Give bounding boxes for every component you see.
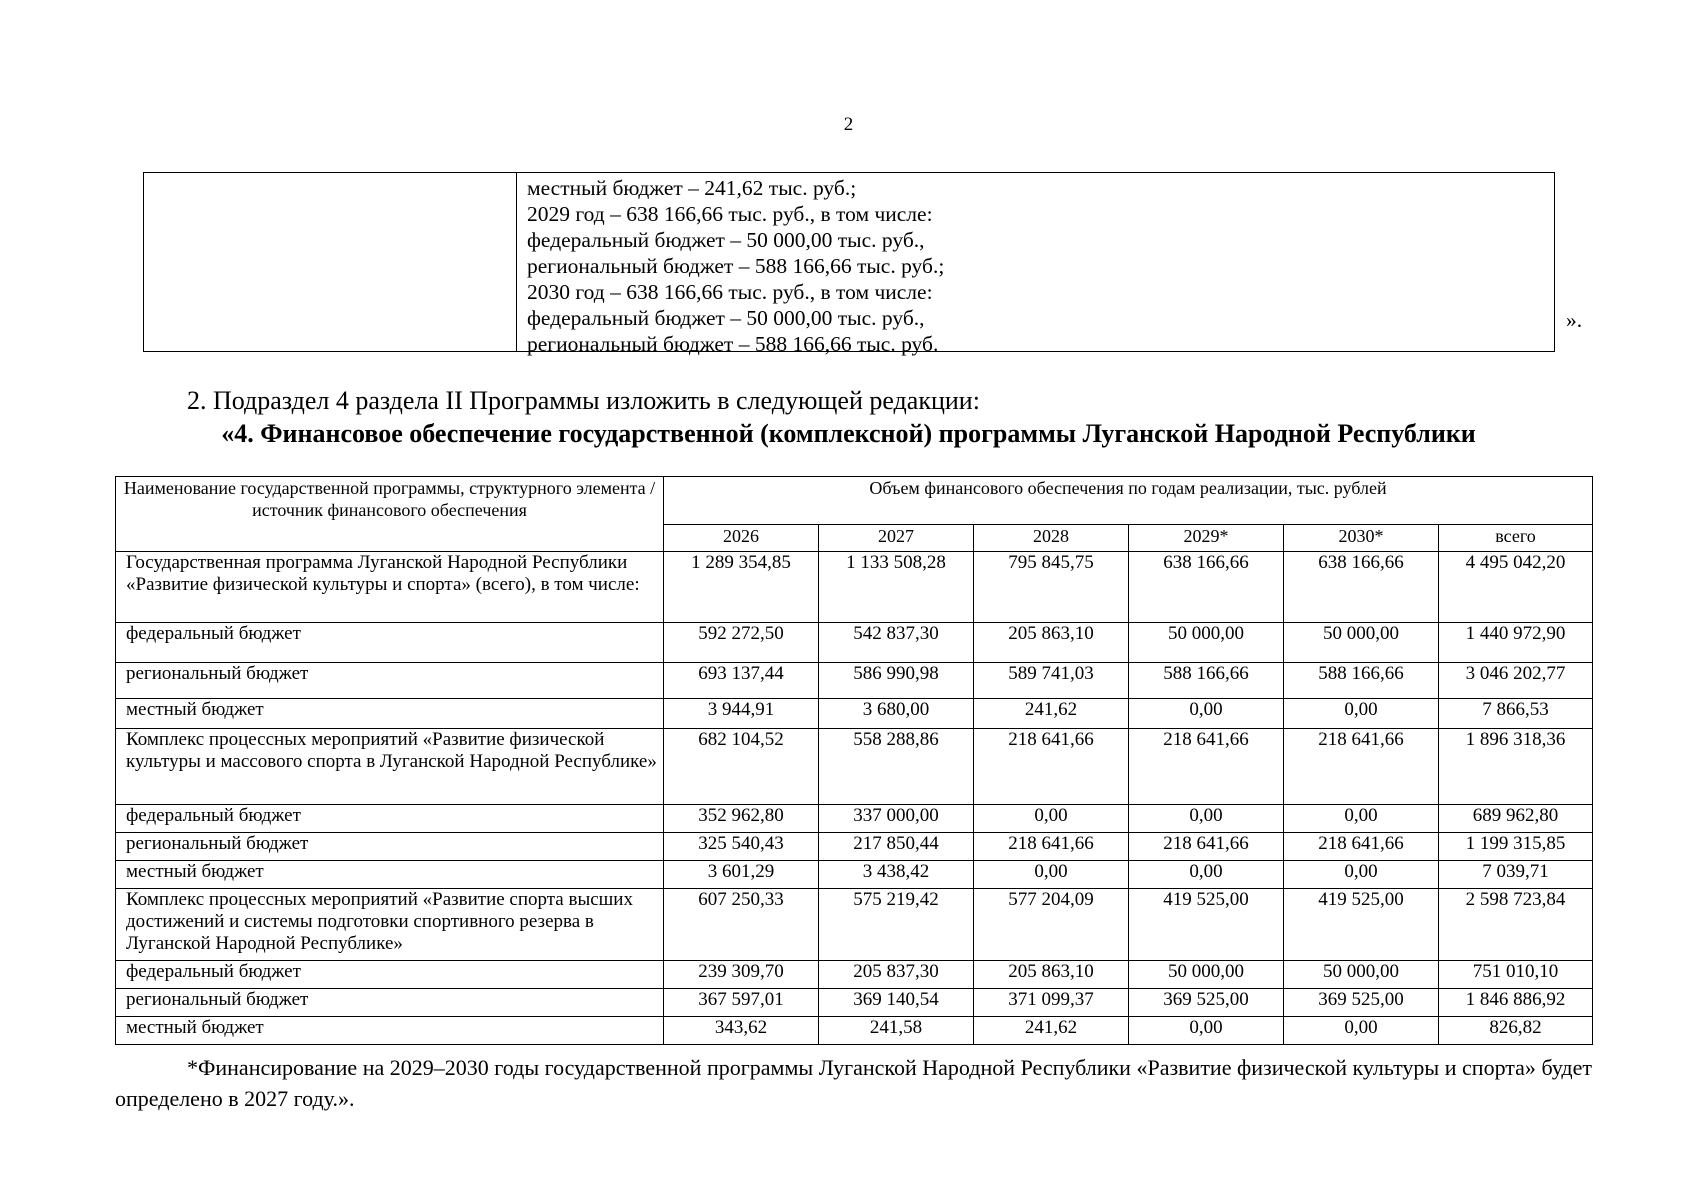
row-value: 0,00 (1284, 1017, 1439, 1045)
header-volume-cell: Объем финансового обеспечения по годам реализации, тыс. рублей (664, 477, 1593, 525)
row-value: 588 166,66 (1284, 663, 1439, 699)
row-value: 682 104,52 (664, 729, 819, 805)
row-value: 205 863,10 (974, 961, 1129, 989)
continuation-line: федеральный бюджет – 50 000,00 тыс. руб., (527, 306, 925, 330)
row-value: 218 641,66 (974, 833, 1129, 861)
row-value: 795 845,75 (974, 552, 1129, 623)
continuation-line: 2029 год – 638 166,66 тыс. руб., в том числе: (527, 202, 933, 226)
row-value: 0,00 (1129, 805, 1284, 833)
row-value: 4 495 042,20 (1439, 552, 1593, 623)
row-value: 325 540,43 (664, 833, 819, 861)
row-value: 0,00 (1129, 699, 1284, 729)
row-value: 367 597,01 (664, 989, 819, 1017)
amendment-paragraph: 2. Подраздел 4 раздела II Программы изложить в следующей редакции: (187, 386, 980, 415)
row-value: 607 250,33 (664, 889, 819, 961)
row-name: местный бюджет (116, 1017, 664, 1045)
row-name: региональный бюджет (116, 989, 664, 1017)
row-name: местный бюджет (116, 861, 664, 889)
year-header: 2028 (974, 525, 1129, 552)
table-header-row (116, 477, 1593, 525)
row-value: 239 309,70 (664, 961, 819, 989)
row-value: 241,62 (974, 1017, 1129, 1045)
row-value: 419 525,00 (1129, 889, 1284, 961)
row-name: федеральный бюджет (116, 805, 664, 833)
year-header: 2027 (819, 525, 974, 552)
continuation-line: региональный бюджет – 588 166,66 тыс. руб.; (527, 254, 945, 278)
row-value: 50 000,00 (1129, 623, 1284, 663)
year-header: 2029* (1129, 525, 1284, 552)
row-value: 1 846 886,92 (1439, 989, 1593, 1017)
continuation-line: федеральный бюджет – 50 000,00 тыс. руб., (527, 228, 925, 252)
row-value: 542 837,30 (819, 623, 974, 663)
section-heading: «4. Финансовое обеспечение государственной (комплексной) программы Луганской Народной Республики (221, 419, 1476, 448)
table-row (116, 961, 1593, 989)
row-value: 558 288,86 (819, 729, 974, 805)
table-row (116, 805, 1593, 833)
table-row (116, 623, 1593, 663)
row-value: 218 641,66 (1129, 729, 1284, 805)
page-number: 2 (843, 114, 854, 135)
row-value: 1 896 318,36 (1439, 729, 1593, 805)
year-header: всего (1439, 525, 1593, 552)
row-value: 575 219,42 (819, 889, 974, 961)
row-value: 586 990,98 (819, 663, 974, 699)
row-name: федеральный бюджет (116, 961, 664, 989)
row-value: 3 680,00 (819, 699, 974, 729)
row-value: 0,00 (1284, 699, 1439, 729)
table-row (116, 989, 1593, 1017)
row-value: 7 039,71 (1439, 861, 1593, 889)
row-value: 218 641,66 (1284, 833, 1439, 861)
row-value: 751 010,10 (1439, 961, 1593, 989)
row-value: 689 962,80 (1439, 805, 1593, 833)
continuation-text-cell (517, 173, 1554, 356)
row-value: 2 598 723,84 (1439, 889, 1593, 961)
table-row (116, 1017, 1593, 1045)
table-row (116, 663, 1593, 699)
row-value: 369 140,54 (819, 989, 974, 1017)
row-value: 577 204,09 (974, 889, 1129, 961)
row-value: 3 046 202,77 (1439, 663, 1593, 699)
row-value: 50 000,00 (1129, 961, 1284, 989)
table-row (116, 699, 1593, 729)
row-value: 1 133 508,28 (819, 552, 974, 623)
row-value: 218 641,66 (1284, 729, 1439, 805)
row-value: 218 641,66 (974, 729, 1129, 805)
row-value: 3 601,29 (664, 861, 819, 889)
row-name: Комплекс процессных мероприятий «Развитие спорта высших достижений и системы подготовки спортивного резерва в Луганской Народной Республике» (116, 889, 664, 961)
row-value: 638 166,66 (1284, 552, 1439, 623)
row-value: 371 099,37 (974, 989, 1129, 1017)
row-value: 419 525,00 (1284, 889, 1439, 961)
continuation-line: местный бюджет – 241,62 тыс. руб.; (527, 176, 857, 200)
row-value: 205 837,30 (819, 961, 974, 989)
row-value: 241,58 (819, 1017, 974, 1045)
row-value: 0,00 (1129, 861, 1284, 889)
continuation-line: 2030 год – 638 166,66 тыс. руб., в том числе: (527, 280, 933, 304)
row-value: 1 199 315,85 (1439, 833, 1593, 861)
row-value: 241,62 (974, 699, 1129, 729)
row-value: 218 641,66 (1129, 833, 1284, 861)
row-value: 0,00 (974, 805, 1129, 833)
row-value: 369 525,00 (1284, 989, 1439, 1017)
table-row (116, 833, 1593, 861)
row-name: федеральный бюджет (116, 623, 664, 663)
row-name: Комплекс процессных мероприятий «Развитие физической культуры и массового спорта в Луганской Народной Республике» (116, 729, 664, 805)
row-name: местный бюджет (116, 699, 664, 729)
table-row (116, 729, 1593, 805)
row-value: 205 863,10 (974, 623, 1129, 663)
row-value: 0,00 (1284, 861, 1439, 889)
row-value: 0,00 (974, 861, 1129, 889)
header-name-cell: Наименование государственной программы, структурного элемента / источник финансового обеспечения (116, 477, 664, 552)
row-value: 352 962,80 (664, 805, 819, 833)
row-value: 369 525,00 (1129, 989, 1284, 1017)
row-name: региональный бюджет (116, 663, 664, 699)
row-value: 589 741,03 (974, 663, 1129, 699)
financing-table (115, 476, 1593, 1045)
row-name: Государственная программа Луганской Народной Республики «Развитие физической культуры и спорта» (всего), в том числе: (116, 552, 664, 623)
row-value: 50 000,00 (1284, 961, 1439, 989)
table-row (116, 861, 1593, 889)
row-name: региональный бюджет (116, 833, 664, 861)
row-value: 693 137,44 (664, 663, 819, 699)
row-value: 592 272,50 (664, 623, 819, 663)
closing-quote-mark: ». (1566, 308, 1583, 332)
row-value: 3 944,91 (664, 699, 819, 729)
continuation-table (143, 172, 1555, 356)
row-value: 7 866,53 (1439, 699, 1593, 729)
row-value: 3 438,42 (819, 861, 974, 889)
row-value: 0,00 (1129, 1017, 1284, 1045)
row-value: 1 440 972,90 (1439, 623, 1593, 663)
table-row (116, 552, 1593, 623)
table-row (116, 889, 1593, 961)
year-header: 2030* (1284, 525, 1439, 552)
footnote: *Финансирование на 2029–2030 годы государственной программы Луганской Народной Республики «Развитие физической культуры и спорта» будет определено в 2027 году.». (115, 1055, 1592, 1111)
continuation-line: региональный бюджет – 588 166,66 тыс. руб. (527, 332, 939, 356)
row-value: 638 166,66 (1129, 552, 1284, 623)
row-value: 50 000,00 (1284, 623, 1439, 663)
row-value: 826,82 (1439, 1017, 1593, 1045)
row-value: 588 166,66 (1129, 663, 1284, 699)
row-value: 343,62 (664, 1017, 819, 1045)
row-value: 217 850,44 (819, 833, 974, 861)
row-value: 0,00 (1284, 805, 1439, 833)
row-value: 337 000,00 (819, 805, 974, 833)
continuation-empty-cell (144, 173, 517, 351)
year-header: 2026 (664, 525, 819, 552)
row-value: 1 289 354,85 (664, 552, 819, 623)
